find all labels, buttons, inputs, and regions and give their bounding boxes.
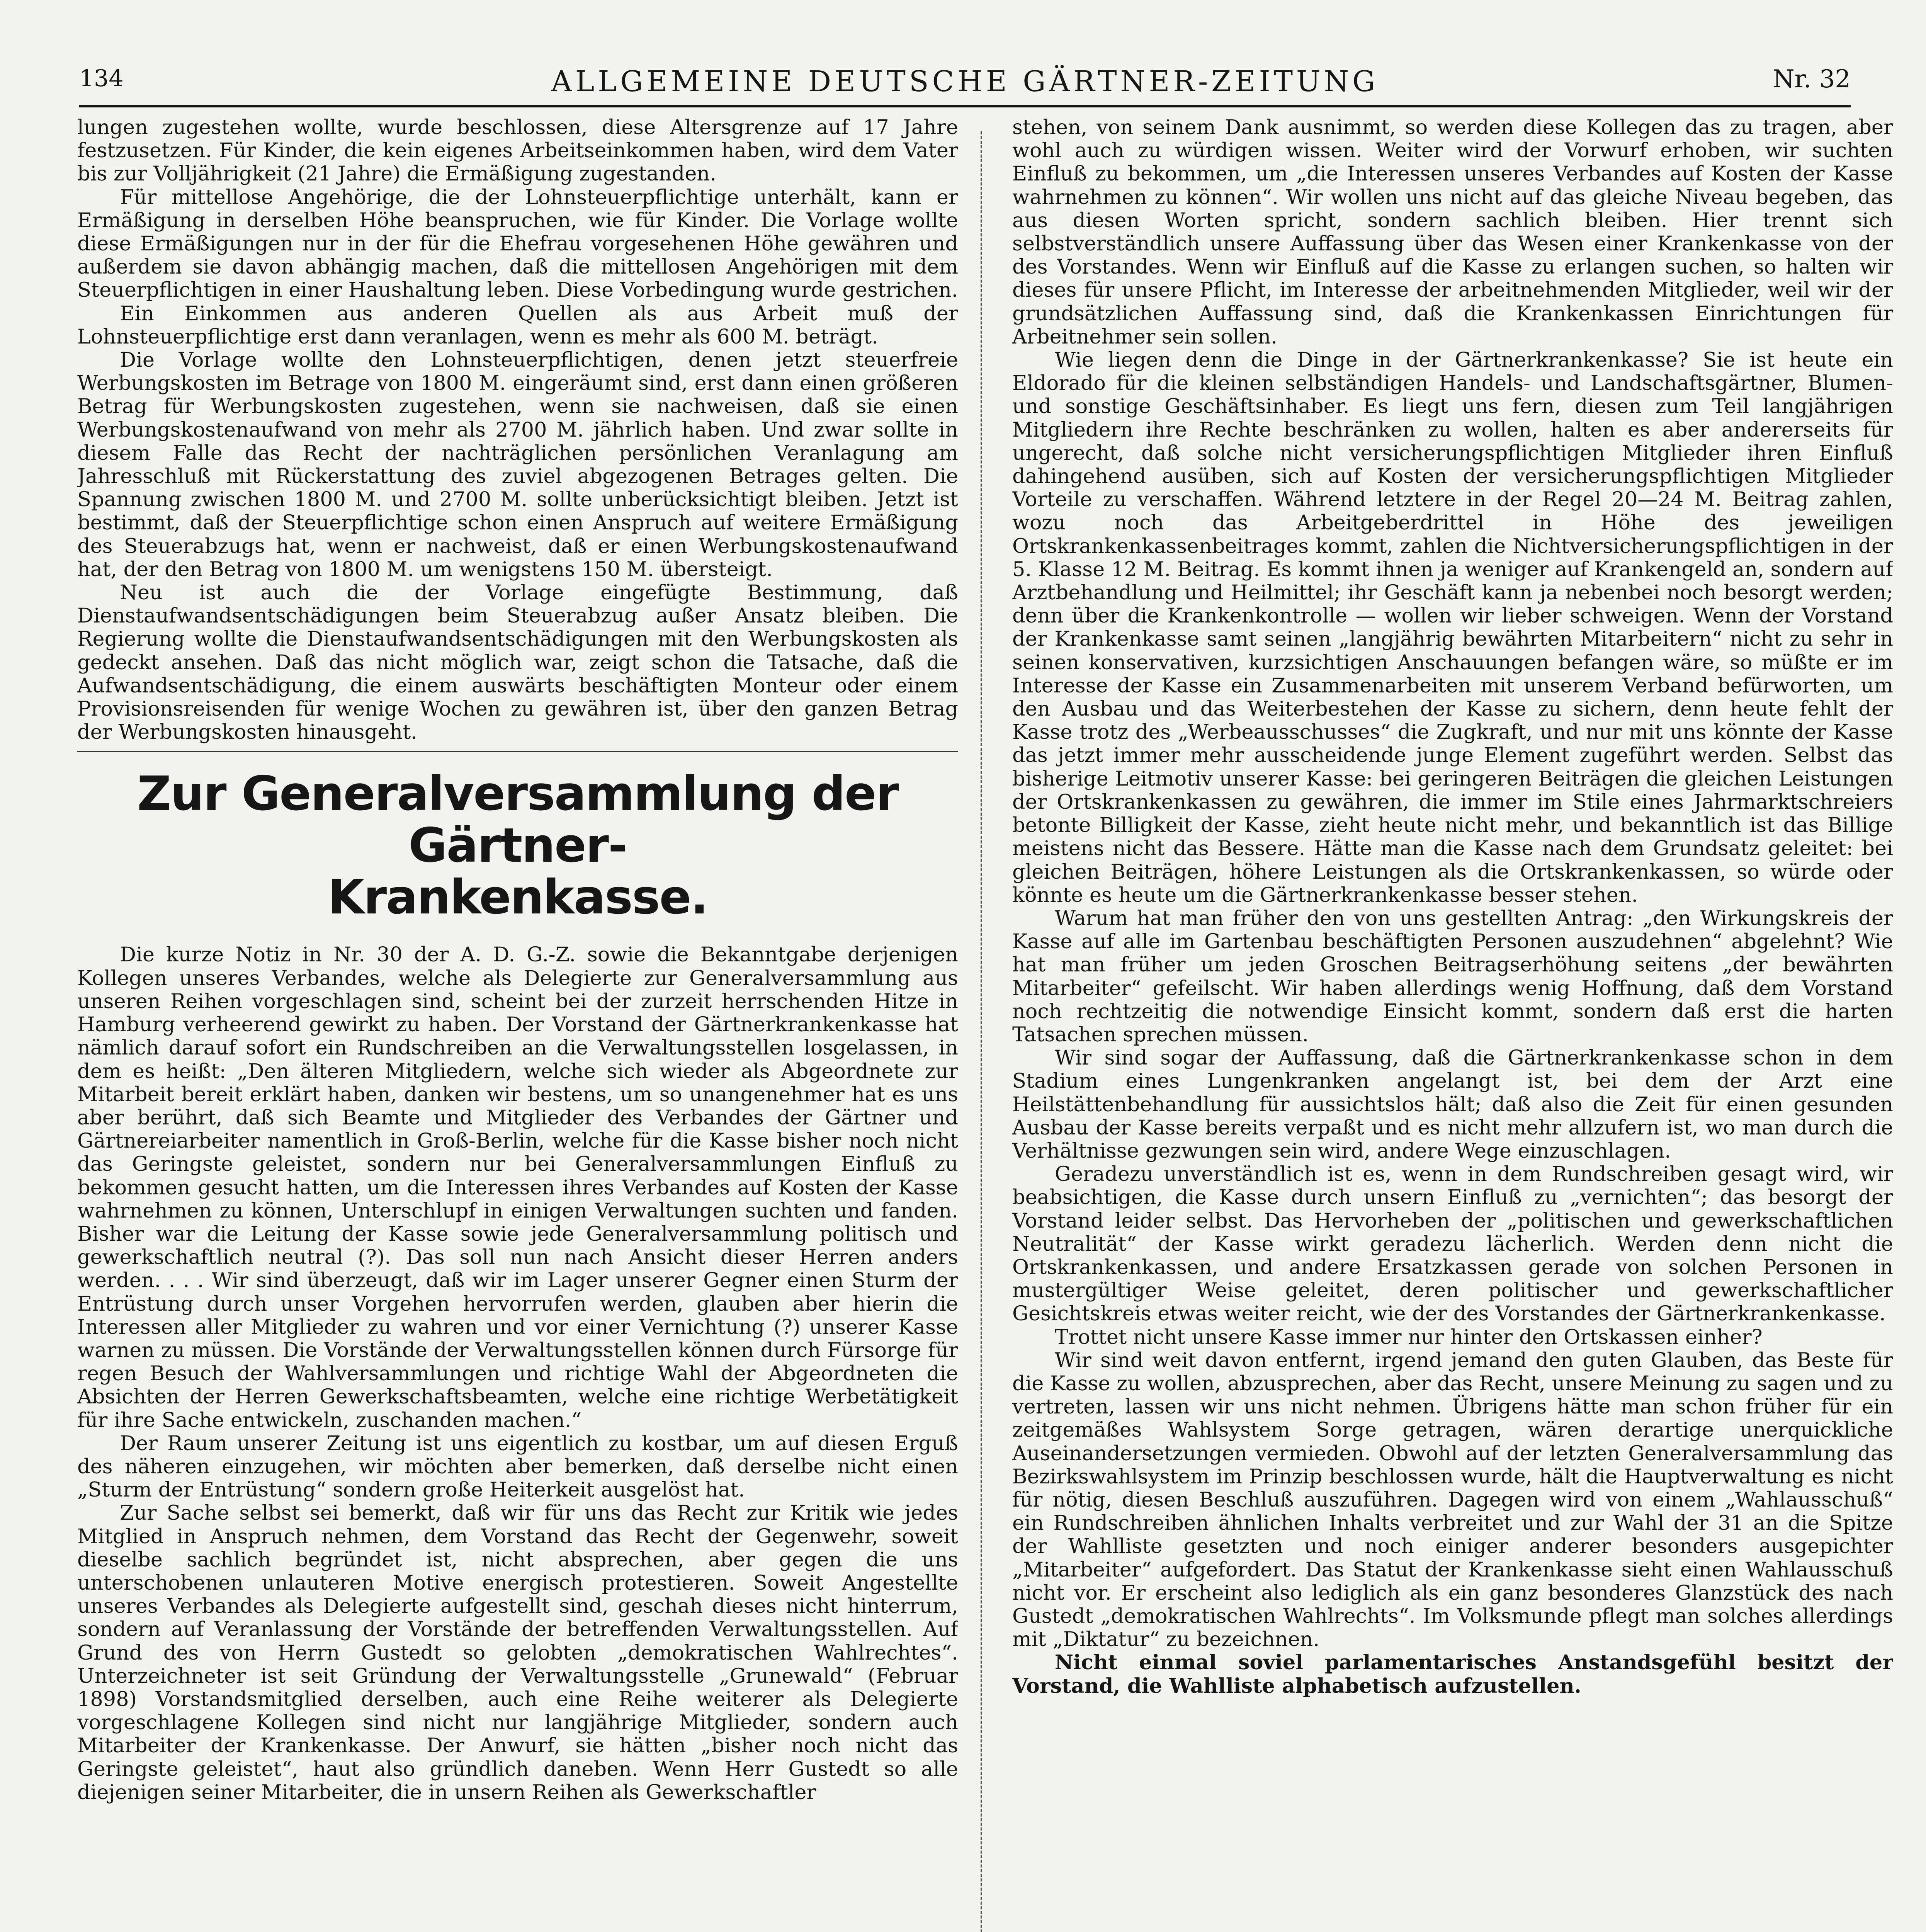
left-column [77, 116, 958, 1932]
paragraph: Für mittellose Angehörige, die der Lohnsteuerpflichtige unterhält, kann er Ermäßigung in derselben Höhe beanspruchen, wie für Kinder. Die Vorlage wollte diese Ermäßigungen nur in der für die Ehefrau vorgesehenen Höhe gewähren und außerdem sie davon abhängig machen, daß die mittellosen Angehörigen mit dem Steuerpflichtigen in einer Haushaltung leben. Diese Vorbedingung wurde gestrichen. [77, 185, 958, 302]
paragraph: stehen, von seinem Dank ausnimmt, so werden diese Kollegen das zu tragen, aber wohl auch zu würdigen wissen. Weiter wird der Vorwurf erhoben, wir suchten Einfluß zu bekommen, um „die Interessen unseres Verbandes auf Kosten der Kasse wahrnehmen zu können“. Wir wollen uns nicht auf das gleiche Niveau begeben, das aus diesen Worten spricht, sondern sachlich bleiben. Hier trennt sich selbstverständlich unsere Auffassung über das Wesen einer Krankenkasse von der des Vorstandes. Wenn wir Einfluß auf die Kasse zu erlangen suchen, so halten wir dieses für unsere Pflicht, im Interesse der arbeitnehmenden Mitglieder, weil wir der grundsätzlichen Auffassung sind, daß die Krankenkassen Einrichtungen für Arbeitnehmer sein sollen. [1012, 116, 1893, 349]
header-rule [79, 105, 1851, 107]
paragraph: Wir sind weit davon entfernt, irgend jemand den guten Glauben, das Beste für die Kasse zu wollen, abzusprechen, aber das Recht, unsere Meinung zu sagen und zu vertreten, lassen wir uns nicht nehmen. Übrigens hätte man schon früher für ein zeitgemäßes Wahlsystem Sorge getragen, wären derartige unerquickliche Auseinandersetzungen vermieden. Obwohl auf der letzten Generalversammlung das Bezirkswahlsystem im Prinzip beschlossen wurde, hält die Hauptverwaltung es nicht für nötig, diesen Beschluß auszuführen. Dagegen wird von einem „Wahlausschuß“ ein Rundschreiben ähnlichen Inhalts verbreitet und zur Wahl der 31 an die Spitze der Wahlliste gesetzten und noch einiger anderer besonders ausgepichter „Mitarbeiter“ aufgefordert. Das Statut der Krankenkasse sieht einen Wahlausschuß nicht vor. Er erscheint also lediglich als ein ganz besonderes Glanzstück des nach Gustedt „demokratischen Wahlrechts“. Im Volksmunde pflegt man solches allerdings mit „Diktatur“ zu bezeichnen. [1012, 1348, 1893, 1651]
issue-number: Nr. 32 [1773, 65, 1851, 94]
paragraph: Neu ist auch die der Vorlage eingefügte Bestimmung, daß Dienstaufwandsentschädigungen beim Steuerabzug außer Ansatz bleiben. Die Regierung wollte die Dienstaufwandsentschädigungen mit den Werbungskosten als gedeckt ansehen. Daß das nicht möglich war, zeigt schon die Tatsache, daß die Aufwandsentschädigung, die einem auswärts beschäftigten Monteur oder einem Provisionsreisenden für wenige Wochen zu gewähren ist, über den ganzen Betrag der Werbungskosten hinausgeht. [77, 581, 958, 744]
paragraph: Die kurze Notiz in Nr. 30 der A. D. G.-Z. sowie die Bekanntgabe derjenigen Kollegen unseres Verbandes, welche als Delegierte zur Generalversammlung aus unseren Reihen vorgeschlagen sind, scheint bei der zurzeit herrschenden Hitze in Hamburg verheerend gewirkt zu haben. Der Vorstand der Gärtnerkrankenkasse hat nämlich darauf sofort ein Rundschreiben an die Verwaltungsstellen losgelassen, in dem es heißt: „Den älteren Mitgliedern, welche sich wieder als Abgeordnete zur Mitarbeit bereit erklärt haben, danken wir bestens, um so unangenehmer hat es uns aber berührt, daß sich Beamte und Mitglieder des Verbandes der Gärtner und Gärtnereiarbeiter namentlich in Groß-Berlin, welche für die Kasse bisher noch nicht das Geringste geleistet, sondern nur bei Generalversammlungen Einfluß zu bekommen gesucht hatten, um die Interessen ihres Verbandes auf Kosten der Kasse wahrnehmen zu können, Unterschlupf in einigen Verwaltungen suchten und fanden. Bisher war die Leitung der Kasse sowie jede Generalversammlung politisch und gewerkschaftlich neutral (?). Das soll nun nach Ansicht dieser Herren anders werden. . . . Wir sind überzeugt, daß wir im Lager unserer Gegner einen Sturm der Entrüstung durch unser Vorgehen hervorrufen werden, glauben aber hierin die Interessen aller Mitglieder zu wahren und vor einer Vernichtung (?) unserer Kasse warnen zu müssen. Die Vorstände der Verwaltungsstellen können durch Fürsorge für regen Besuch der Wahlversammlungen und richtige Wahl der Abgeordneten die Absichten der Herren Gewerkschaftsbeamten, welche eine richtige Werbetätigkeit für ihre Sache entwickeln, zuschanden machen.“ [77, 943, 958, 1432]
paragraph: lungen zugestehen wollte, wurde beschlossen, diese Altersgrenze auf 17 Jahre festzusetzen. Für Kinder, die kein eigenes Arbeitseinkommen haben, wird dem Vater bis zur Volljährigkeit (21 Jahre) die Ermäßigung zugestanden. [77, 116, 958, 186]
paragraph: Warum hat man früher den von uns gestellten Antrag: „den Wirkungskreis der Kasse auf alle im Gartenbau beschäftigten Personen auszudehnen“ abgelehnt? Wie hat man früher um jeden Groschen Beitragserhöhung seitens „der bewährten Mitarbeiter“ gefeilscht. Wir haben allerdings wenig Hoffnung, daß dem Vorstand noch rechtzeitig die notwendige Einsicht kommt, sondern daß erst die harten Tatsachen sprechen müssen. [1012, 906, 1893, 1046]
right-column [1012, 116, 1893, 1932]
paragraph: Der Raum unserer Zeitung ist uns eigentlich zu kostbar, um auf diesen Erguß des näheren einzugehen, wir möchten aber bemerken, daß derselbe nicht einen „Sturm der Entrüstung“ sondern große Heiterkeit ausgelöst hat. [77, 1431, 958, 1502]
paragraph: Wie liegen denn die Dinge in der Gärtnerkrankenkasse? Sie ist heute ein Eldorado für die kleinen selbständigen Handels- und Landschaftsgärtner, Blumen- und sonstige Geschäftsinhaber. Es liegt uns fern, diesen zum Teil langjährigen Mitgliedern ihre Rechte beschränken zu wollen, halten es aber andererseits für ungerecht, daß solche nicht versicherungspflichtigen Mitglieder ihren Einfluß dahingehend ausüben, sich auf Kosten der versicherungspflichtigen Mitglieder Vorteile zu verschaffen. Während letztere in der Regel 20—24 M. Beitrag zahlen, wozu noch das Arbeitgeberdrittel in Höhe des jeweiligen Ortskrankenkassenbeitrages kommt, zahlen die Nichtversicherungspflichtigen in der 5. Klasse 12 M. Beitrag. Es kommt ihnen ja weniger auf Krankengeld an, sondern auf Arztbehandlung und Heilmittel; ihr Geschäft kann ja nebenbei noch besorgt werden; denn über die Krankenkontrolle — wollen wir lieber schweigen. Wenn der Vorstand der Krankenkasse samt seinen „langjährig bewährten Mitarbeitern“ nicht zu sehr in seinen konservativen, kurzsichtigen Anschauungen befangen wäre, so müßte er im Interesse der Kasse ein Zusammenarbeiten mit unserem Verband befürworten, um den Ausbau und das Weiterbestehen der Kasse zu sichern, denn heute fehlt der Kasse trotz des „Werbeausschusses“ die Zugkraft, und nur mit uns könnte der Kasse das jetzt immer mehr ausscheidende junge Element zugeführt werden. Selbst das bisherige Leitmotiv unserer Kasse: bei geringeren Beiträgen die gleichen Leistungen der Ortskrankenkassen zu gewähren, die immer im Stile eines Jahrmarktschreiers betonte Billigkeit der Kasse, zieht heute nicht mehr, und bekanntlich ist das Billige meistens nicht das Bessere. Hätte man die Kasse nach dem Grundsatz geleitet: bei gleichen Beiträgen, höhere Leistungen als die Ortskrankenkassen, so würde oder könnte es heute um die Gärtnerkrankenkasse besser stehen. [1012, 348, 1893, 907]
column-divider [981, 131, 982, 1932]
page-header [79, 65, 1851, 100]
paragraph: Trottet nicht unsere Kasse immer nur hinter den Ortskassen einher? [1055, 1325, 1763, 1349]
heading-line: Zur Generalversammlung der Gärtner- [137, 766, 898, 873]
paragraph: Ein Einkommen aus anderen Quellen als aus Arbeit muß der Lohnsteuerpflichtige erst dann veranlagen, wenn es mehr als 600 M. beträgt. [77, 301, 958, 349]
paragraph: Geradezu unverständlich ist es, wenn in dem Rundschreiben gesagt wird, wir beabsichtigen, die Kasse durch unsern Einfluß zu „vernichten“; das besorgt der Vorstand leider selbst. Das Hervorheben der „politischen und gewerkschaftlichen Neutralität“ der Kasse wirkt geradezu lächerlich. Werden denn nicht die Ortskrankenkassen, und andere Ersatzkassen gerade von solchen Personen in mustergültiger Weise geleitet, deren politischer und gewerkschaftlicher Gesichtskreis etwas weiter reicht, wie der des Vorstandes der Gärtnerkrankenkasse. [1012, 1162, 1893, 1326]
article-heading [77, 768, 958, 923]
newspaper-title: ALLGEMEINE DEUTSCHE GÄRTNER-ZEITUNG [551, 65, 1379, 98]
section-rule [77, 751, 958, 752]
closing-paragraph: Nicht einmal soviel parlamentarisches Anstandsgefühl besitzt der Vorstand, die Wahlliste alphabetisch aufzustellen. [1012, 1651, 1893, 1698]
paragraph: Zur Sache selbst sei bemerkt, daß wir für uns das Recht zur Kritik wie jedes Mitglied in Anspruch nehmen, dem Vorstand das Recht der Gegenwehr, soweit dieselbe sachlich begründet ist, nicht absprechen, aber gegen die uns unterschobenen unlauteren Motive energisch protestieren. Soweit Angestellte unseres Verbandes als Delegierte aufgestellt sind, geschah dieses nicht hinterrum, sondern auf Veranlassung der Vorstände der betreffenden Verwaltungsstellen. Auf Grund des von Herrn Gustedt so gelobten „demokratischen Wahlrechtes“. Unterzeichneter ist seit Gründung der Verwaltungsstelle „Grunewald“ (Februar 1898) Vorstandsmitglied derselben, auch eine Reihe weiterer als Delegierte vorgeschlagene Kollegen sind nicht nur langjährige Mitglieder, sondern auch Mitarbeiter der Krankenkasse. Der Anwurf, sie hätten „bisher noch nicht das Geringste geleistet“, haut also gründlich daneben. Wenn Herr Gustedt so alle diejenigen seiner Mitarbeiter, die in unsern Reihen als Gewerkschaftler [77, 1501, 958, 1804]
heading-line: Krankenkasse. [328, 870, 708, 925]
paragraph: Die Vorlage wollte den Lohnsteuerpflichtigen, denen jetzt steuerfreie Werbungskosten im Betrage von 1800 M. eingeräumt sind, erst dann einen größeren Betrag für Werbungskosten zugestehen, wenn sie nachweisen, daß sie einen Werbungskostenaufwand von mehr als 2700 M. jährlich haben. Und zwar sollte in diesem Falle das Recht der nachträglichen persönlichen Veranlagung am Jahresschluß mit Rückerstattung des zuviel abgezogenen Betrages gelten. Die Spannung zwischen 1800 M. und 2700 M. sollte unberücksichtigt bleiben. Jetzt ist bestimmt, daß der Steuerpflichtige schon einen Anspruch auf weitere Ermäßigung des Steuerabzugs hat, wenn er nachweist, daß er einen Werbungskostenaufwand hat, der den Betrag von 1800 M. um wenigstens 150 M. übersteigt. [77, 348, 958, 581]
page-number: 134 [79, 65, 124, 92]
paragraph: Wir sind sogar der Auffassung, daß die Gärtnerkrankenkasse schon in dem Stadium eines Lungenkranken angelangt ist, bei dem der Arzt eine Heilstättenbehandlung für aussichtslos hält; daß also die Zeit für einen gesunden Ausbau der Kasse bereits verpaßt und es nicht mehr allzufern ist, wo man durch die Verhältnisse gezwungen sein wird, andere Wege einzuschlagen. [1012, 1046, 1893, 1163]
